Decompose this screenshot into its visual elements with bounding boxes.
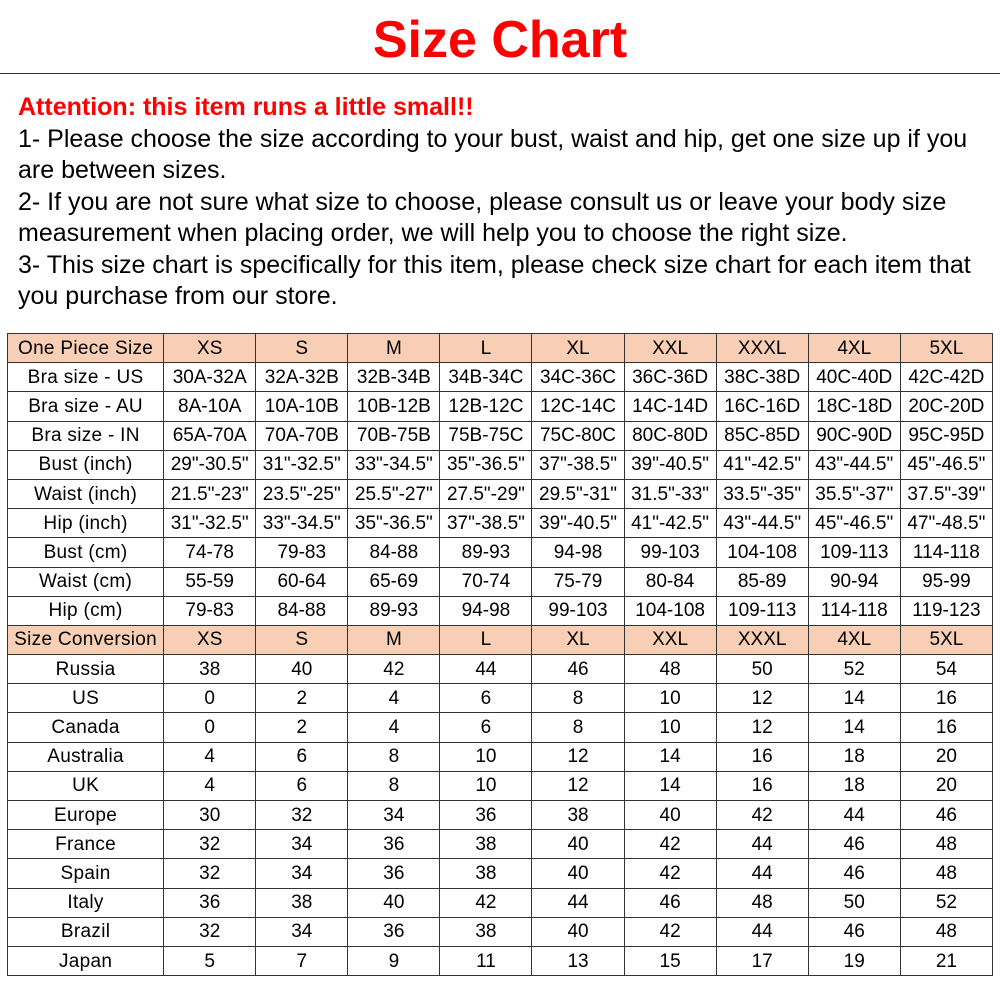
table-cell: 52 — [808, 655, 900, 684]
size-header-cell: L — [440, 625, 532, 654]
table-cell: 85-89 — [716, 567, 808, 596]
table-cell: 33"-34.5" — [256, 509, 348, 538]
table-cell: 8 — [348, 771, 440, 800]
row-label: Waist (inch) — [8, 479, 164, 508]
table-cell: 45"-46.5" — [900, 450, 992, 479]
size-header-cell: 5XL — [900, 334, 992, 363]
table-cell: 10 — [440, 771, 532, 800]
table-cell: 35"-36.5" — [348, 509, 440, 538]
table-cell: 34 — [256, 830, 348, 859]
table-cell: 8 — [532, 713, 624, 742]
table-cell: 31"-32.5" — [256, 450, 348, 479]
row-label: Brazil — [8, 917, 164, 946]
table-cell: 55-59 — [164, 567, 256, 596]
table-cell: 65-69 — [348, 567, 440, 596]
table-cell: 8 — [532, 684, 624, 713]
table-cell: 21.5"-23" — [164, 479, 256, 508]
table-cell: 40 — [624, 801, 716, 830]
table-cell: 79-83 — [256, 538, 348, 567]
table-cell: 32 — [256, 801, 348, 830]
row-label: Bra size - IN — [8, 421, 164, 450]
size-header-cell: XXXL — [716, 334, 808, 363]
table-cell: 46 — [808, 830, 900, 859]
table-cell: 42 — [624, 830, 716, 859]
table-cell: 32B-34B — [348, 363, 440, 392]
table-row — [8, 946, 993, 975]
table-cell: 90-94 — [808, 567, 900, 596]
table-cell: 42 — [440, 888, 532, 917]
table-cell: 16 — [716, 771, 808, 800]
row-label: UK — [8, 771, 164, 800]
table-cell: 15 — [624, 946, 716, 975]
size-header-cell: XS — [164, 625, 256, 654]
table-cell: 27.5"-29" — [440, 479, 532, 508]
table-cell: 95-99 — [900, 567, 992, 596]
size-header-cell: 4XL — [808, 334, 900, 363]
note-line-3: 3- This size chart is specifically for this item, please check size chart for each item that you purchase from our store. — [18, 250, 978, 310]
size-chart-table — [7, 333, 993, 976]
table-cell: 8 — [348, 742, 440, 771]
table-cell: 70B-75B — [348, 421, 440, 450]
table-cell: 16 — [716, 742, 808, 771]
size-header-cell: XXXL — [716, 625, 808, 654]
row-label: Waist (cm) — [8, 567, 164, 596]
table-cell: 10 — [440, 742, 532, 771]
table-cell: 94-98 — [532, 538, 624, 567]
table-cell: 89-93 — [348, 596, 440, 625]
table-cell: 109-113 — [808, 538, 900, 567]
table-cell: 6 — [256, 771, 348, 800]
table-cell: 48 — [624, 655, 716, 684]
table-row — [8, 917, 993, 946]
note-line-2: 2- If you are not sure what size to choose, please consult us or leave your body size measurement when placing order, we will help you to choose the right size. — [18, 187, 954, 247]
table-cell: 20 — [900, 742, 992, 771]
table-row — [8, 479, 993, 508]
table-cell: 44 — [440, 655, 532, 684]
table-cell: 4 — [164, 771, 256, 800]
table-cell: 38C-38D — [716, 363, 808, 392]
table-cell: 20C-20D — [900, 392, 992, 421]
table-cell: 60-64 — [256, 567, 348, 596]
table-cell: 12 — [532, 771, 624, 800]
table-cell: 18 — [808, 742, 900, 771]
table-cell: 48 — [900, 859, 992, 888]
table-cell: 14 — [808, 713, 900, 742]
table-cell: 33"-34.5" — [348, 450, 440, 479]
table-cell: 46 — [532, 655, 624, 684]
table-cell: 99-103 — [532, 596, 624, 625]
table-cell: 34B-34C — [440, 363, 532, 392]
table-cell: 46 — [624, 888, 716, 917]
table-row — [8, 509, 993, 538]
table-cell: 46 — [808, 859, 900, 888]
table-cell: 6 — [256, 742, 348, 771]
table-cell: 44 — [716, 859, 808, 888]
table-cell: 25.5"-27" — [348, 479, 440, 508]
table-cell: 114-118 — [808, 596, 900, 625]
table-cell: 6 — [440, 684, 532, 713]
table-header-row — [8, 334, 993, 363]
table-cell: 16 — [900, 684, 992, 713]
table-cell: 50 — [808, 888, 900, 917]
table-cell: 99-103 — [624, 538, 716, 567]
table-cell: 20 — [900, 771, 992, 800]
size-header-cell: XXL — [624, 625, 716, 654]
table-row — [8, 684, 993, 713]
table-cell: 12 — [532, 742, 624, 771]
row-label: Hip (cm) — [8, 596, 164, 625]
table-cell: 114-118 — [900, 538, 992, 567]
table-cell: 32 — [164, 917, 256, 946]
table-cell: 11 — [440, 946, 532, 975]
table-cell: 36 — [164, 888, 256, 917]
table-cell: 2 — [256, 684, 348, 713]
title-divider — [0, 73, 1000, 74]
table-row — [8, 801, 993, 830]
row-label: Japan — [8, 946, 164, 975]
table-cell: 36C-36D — [624, 363, 716, 392]
row-label: France — [8, 830, 164, 859]
table-cell: 14 — [624, 771, 716, 800]
table-cell: 38 — [164, 655, 256, 684]
row-label: US — [8, 684, 164, 713]
row-label: Hip (inch) — [8, 509, 164, 538]
table-cell: 40 — [532, 830, 624, 859]
page-title: Size Chart — [372, 11, 628, 69]
table-cell: 44 — [716, 917, 808, 946]
table-cell: 12C-14C — [532, 392, 624, 421]
table-cell: 10 — [624, 713, 716, 742]
table-cell: 18C-18D — [808, 392, 900, 421]
table-header-row — [8, 625, 993, 654]
table-cell: 18 — [808, 771, 900, 800]
row-label: Italy — [8, 888, 164, 917]
row-label: Europe — [8, 801, 164, 830]
note-line-1: 1- Please choose the size according to your bust, waist and hip, get one size up if you are between sizes. — [18, 124, 975, 184]
table-cell: 36 — [348, 917, 440, 946]
table-cell: 43"-44.5" — [808, 450, 900, 479]
table-cell: 8A-10A — [164, 392, 256, 421]
table-section-label: Size Conversion — [8, 625, 164, 654]
table-cell: 10 — [624, 684, 716, 713]
table-cell: 54 — [900, 655, 992, 684]
table-row — [8, 596, 993, 625]
table-cell: 65A-70A — [164, 421, 256, 450]
table-row — [8, 538, 993, 567]
table-cell: 0 — [164, 684, 256, 713]
table-cell: 42 — [624, 859, 716, 888]
table-cell: 70A-70B — [256, 421, 348, 450]
table-cell: 35"-36.5" — [440, 450, 532, 479]
table-cell: 31.5"-33" — [624, 479, 716, 508]
table-cell: 44 — [808, 801, 900, 830]
size-header-cell: S — [256, 334, 348, 363]
table-cell: 31"-32.5" — [164, 509, 256, 538]
table-cell: 17 — [716, 946, 808, 975]
row-label: Bust (inch) — [8, 450, 164, 479]
table-cell: 32 — [164, 830, 256, 859]
table-cell: 16C-16D — [716, 392, 808, 421]
size-header-cell: 4XL — [808, 625, 900, 654]
table-cell: 36 — [348, 859, 440, 888]
table-cell: 80-84 — [624, 567, 716, 596]
row-label: Bra size - US — [8, 363, 164, 392]
table-cell: 32A-32B — [256, 363, 348, 392]
table-cell: 35.5"-37" — [808, 479, 900, 508]
table-cell: 13 — [532, 946, 624, 975]
row-label: Bust (cm) — [8, 538, 164, 567]
table-cell: 95C-95D — [900, 421, 992, 450]
table-cell: 39"-40.5" — [532, 509, 624, 538]
table-cell: 4 — [348, 713, 440, 742]
table-cell: 36 — [440, 801, 532, 830]
size-header-cell: XS — [164, 334, 256, 363]
table-cell: 94-98 — [440, 596, 532, 625]
table-cell: 104-108 — [624, 596, 716, 625]
table-cell: 4 — [164, 742, 256, 771]
table-cell: 75-79 — [532, 567, 624, 596]
table-cell: 44 — [532, 888, 624, 917]
table-row — [8, 392, 993, 421]
table-cell: 41"-42.5" — [716, 450, 808, 479]
table-row — [8, 421, 993, 450]
table-cell: 16 — [900, 713, 992, 742]
table-row — [8, 888, 993, 917]
attention-note: Attention: this item runs a little small!! — [18, 93, 474, 121]
table-cell: 21 — [900, 946, 992, 975]
table-cell: 29.5"-31" — [532, 479, 624, 508]
table-cell: 38 — [256, 888, 348, 917]
table-cell: 0 — [164, 713, 256, 742]
table-cell: 40 — [348, 888, 440, 917]
table-cell: 84-88 — [348, 538, 440, 567]
size-header-cell: XL — [532, 334, 624, 363]
table-cell: 109-113 — [716, 596, 808, 625]
table-cell: 30 — [164, 801, 256, 830]
table-cell: 37"-38.5" — [532, 450, 624, 479]
table-cell: 46 — [808, 917, 900, 946]
size-header-cell: XL — [532, 625, 624, 654]
table-cell: 23.5"-25" — [256, 479, 348, 508]
row-label: Spain — [8, 859, 164, 888]
table-cell: 38 — [440, 917, 532, 946]
table-cell: 85C-85D — [716, 421, 808, 450]
table-cell: 14 — [808, 684, 900, 713]
table-cell: 4 — [348, 684, 440, 713]
table-cell: 10B-12B — [348, 392, 440, 421]
row-label: Australia — [8, 742, 164, 771]
size-notes — [18, 92, 993, 313]
table-cell: 42 — [348, 655, 440, 684]
table-row — [8, 567, 993, 596]
table-cell: 12 — [716, 713, 808, 742]
table-row — [8, 742, 993, 771]
table-cell: 80C-80D — [624, 421, 716, 450]
table-row — [8, 450, 993, 479]
table-cell: 48 — [716, 888, 808, 917]
table-cell: 33.5"-35" — [716, 479, 808, 508]
table-cell: 52 — [900, 888, 992, 917]
table-cell: 90C-90D — [808, 421, 900, 450]
table-cell: 12B-12C — [440, 392, 532, 421]
table-cell: 6 — [440, 713, 532, 742]
table-row — [8, 363, 993, 392]
size-header-cell: S — [256, 625, 348, 654]
table-row — [8, 655, 993, 684]
table-cell: 32 — [164, 859, 256, 888]
table-cell: 75C-80C — [532, 421, 624, 450]
table-row — [8, 713, 993, 742]
table-cell: 12 — [716, 684, 808, 713]
size-header-cell: M — [348, 334, 440, 363]
table-cell: 50 — [716, 655, 808, 684]
table-cell: 75B-75C — [440, 421, 532, 450]
table-cell: 41"-42.5" — [624, 509, 716, 538]
table-cell: 42 — [716, 801, 808, 830]
table-cell: 14 — [624, 742, 716, 771]
table-cell: 74-78 — [164, 538, 256, 567]
table-cell: 37"-38.5" — [440, 509, 532, 538]
row-label: Canada — [8, 713, 164, 742]
table-cell: 2 — [256, 713, 348, 742]
row-label: Bra size - AU — [8, 392, 164, 421]
table-cell: 39"-40.5" — [624, 450, 716, 479]
table-cell: 40 — [256, 655, 348, 684]
table-cell: 47"-48.5" — [900, 509, 992, 538]
table-cell: 7 — [256, 946, 348, 975]
table-cell: 40 — [532, 917, 624, 946]
table-cell: 48 — [900, 917, 992, 946]
table-cell: 29"-30.5" — [164, 450, 256, 479]
table-cell: 38 — [440, 859, 532, 888]
table-cell: 42C-42D — [900, 363, 992, 392]
table-cell: 45"-46.5" — [808, 509, 900, 538]
table-cell: 104-108 — [716, 538, 808, 567]
table-cell: 38 — [440, 830, 532, 859]
size-header-cell: M — [348, 625, 440, 654]
table-cell: 40C-40D — [808, 363, 900, 392]
table-cell: 9 — [348, 946, 440, 975]
table-cell: 10A-10B — [256, 392, 348, 421]
table-row — [8, 859, 993, 888]
table-cell: 40 — [532, 859, 624, 888]
table-cell: 44 — [716, 830, 808, 859]
table-cell: 48 — [900, 830, 992, 859]
table-cell: 46 — [900, 801, 992, 830]
table-cell: 36 — [348, 830, 440, 859]
size-header-cell: XXL — [624, 334, 716, 363]
table-cell: 84-88 — [256, 596, 348, 625]
table-cell: 89-93 — [440, 538, 532, 567]
row-label: Russia — [8, 655, 164, 684]
table-cell: 5 — [164, 946, 256, 975]
table-cell: 19 — [808, 946, 900, 975]
table-cell: 119-123 — [900, 596, 992, 625]
table-cell: 30A-32A — [164, 363, 256, 392]
table-cell: 43"-44.5" — [716, 509, 808, 538]
size-header-cell: 5XL — [900, 625, 992, 654]
table-cell: 34C-36C — [532, 363, 624, 392]
table-row — [8, 830, 993, 859]
table-cell: 34 — [256, 859, 348, 888]
table-cell: 38 — [532, 801, 624, 830]
size-header-cell: L — [440, 334, 532, 363]
table-cell: 37.5"-39" — [900, 479, 992, 508]
table-cell: 34 — [348, 801, 440, 830]
table-row — [8, 771, 993, 800]
table-cell: 34 — [256, 917, 348, 946]
table-cell: 70-74 — [440, 567, 532, 596]
table-cell: 79-83 — [164, 596, 256, 625]
table-cell: 42 — [624, 917, 716, 946]
table-cell: 14C-14D — [624, 392, 716, 421]
table-section-label: One Piece Size — [8, 334, 164, 363]
